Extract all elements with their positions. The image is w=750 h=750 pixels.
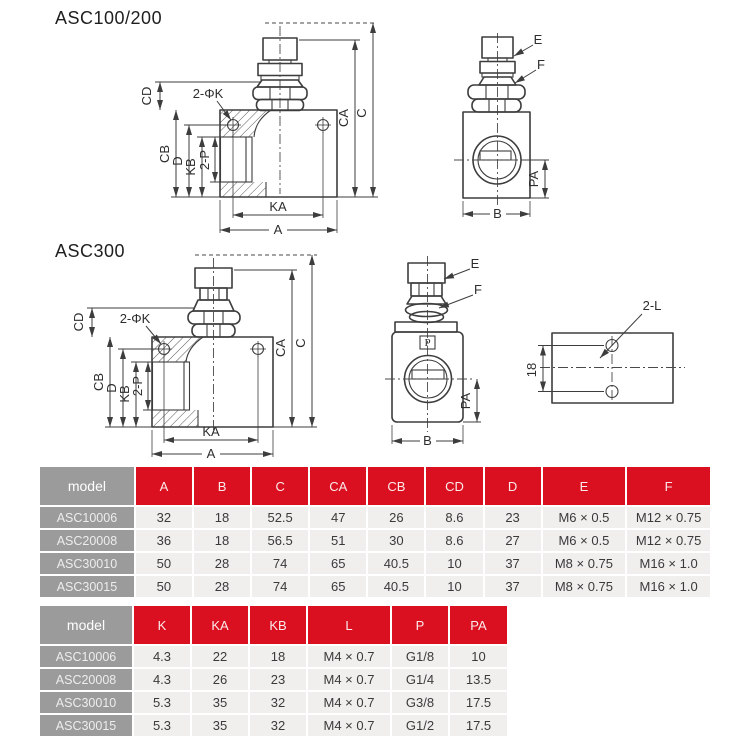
- column-header-A: A: [136, 467, 192, 505]
- value-cell: M4 × 0.7: [308, 669, 390, 690]
- table-row: [40, 576, 710, 597]
- mounting-plate-drawing: [524, 290, 710, 420]
- table-row: [40, 692, 507, 713]
- callout-label-f: F: [474, 282, 482, 297]
- value-cell: 5.3: [134, 715, 190, 736]
- value-cell: G3/8: [392, 692, 448, 713]
- value-cell: 40.5: [368, 553, 424, 574]
- model-cell: ASC30015: [40, 576, 134, 597]
- model-cell: ASC30010: [40, 553, 134, 574]
- value-cell: 52.5: [252, 507, 308, 528]
- asc300-front-view-drawing: [60, 248, 330, 463]
- dim-label-cd: CD: [71, 312, 86, 332]
- table-row: [40, 553, 710, 574]
- callout-label-e: E: [533, 32, 543, 47]
- value-cell: 10: [426, 553, 482, 574]
- dim-label-c: C: [293, 338, 308, 348]
- value-cell: 26: [192, 669, 248, 690]
- value-cell: 17.5: [450, 715, 507, 736]
- adjust-knob: [395, 263, 457, 332]
- dim-label-ka: KA: [269, 199, 287, 214]
- section-title-asc300: ASC300: [55, 241, 126, 261]
- value-cell: 8.6: [426, 530, 482, 551]
- dim-label-c: C: [354, 108, 369, 118]
- value-cell: M16 × 1.0: [627, 576, 710, 597]
- value-cell: 50: [136, 576, 192, 597]
- value-cell: 8.6: [426, 507, 482, 528]
- value-cell: 37: [485, 553, 541, 574]
- value-cell: 35: [192, 692, 248, 713]
- callout-label-2-phi-k: 2-ΦK: [119, 311, 151, 326]
- value-cell: 23: [485, 507, 541, 528]
- dim-label-18: 18: [524, 362, 539, 378]
- value-cell: 18: [250, 646, 306, 667]
- value-cell: 5.3: [134, 692, 190, 713]
- dim-label-cd: CD: [139, 86, 154, 106]
- value-cell: M4 × 0.7: [308, 646, 390, 667]
- value-cell: G1/8: [392, 646, 448, 667]
- asc300-side-view-drawing: [385, 250, 525, 455]
- column-header-PA: PA: [450, 606, 507, 644]
- value-cell: 28: [194, 576, 250, 597]
- value-cell: M6 × 0.5: [543, 530, 626, 551]
- column-header-CB: CB: [368, 467, 424, 505]
- dim-label-pa: PA: [526, 170, 541, 188]
- dim-label-2p: 2-P: [197, 149, 212, 171]
- dim-label-ca: CA: [336, 108, 351, 128]
- model-cell: ASC10006: [40, 646, 132, 667]
- table-row: [40, 669, 507, 690]
- value-cell: 32: [136, 507, 192, 528]
- dim-label-2p: 2-P: [130, 375, 145, 397]
- column-header-CA: CA: [310, 467, 366, 505]
- value-cell: 30: [368, 530, 424, 551]
- column-header-K: K: [134, 606, 190, 644]
- value-cell: 74: [252, 576, 308, 597]
- dim-label-b: B: [493, 206, 502, 221]
- adjust-knob: [188, 268, 240, 337]
- value-cell: 27: [485, 530, 541, 551]
- value-cell: M12 × 0.75: [627, 530, 710, 551]
- valve-body-section: [152, 337, 273, 427]
- header-row: [40, 606, 507, 644]
- value-cell: M6 × 0.5: [543, 507, 626, 528]
- value-cell: 74: [252, 553, 308, 574]
- value-cell: M8 × 0.75: [543, 576, 626, 597]
- value-cell: M12 × 0.75: [627, 507, 710, 528]
- dim-label-kb: KB: [183, 158, 198, 176]
- column-header-L: L: [308, 606, 390, 644]
- model-cell: ASC20008: [40, 530, 134, 551]
- asc100-200-front-view-drawing: [85, 20, 385, 242]
- value-cell: 10: [450, 646, 507, 667]
- column-header-C: C: [252, 467, 308, 505]
- dim-label-d: D: [170, 156, 185, 166]
- value-cell: 32: [250, 692, 306, 713]
- value-cell: G1/2: [392, 715, 448, 736]
- model-column-header: model: [40, 606, 132, 644]
- value-cell: 22: [192, 646, 248, 667]
- plate-outline: [552, 333, 673, 403]
- value-cell: M4 × 0.7: [308, 692, 390, 713]
- value-cell: 4.3: [134, 646, 190, 667]
- value-cell: G1/4: [392, 669, 448, 690]
- value-cell: 18: [194, 507, 250, 528]
- value-cell: M16 × 1.0: [627, 553, 710, 574]
- table-row: [40, 530, 710, 551]
- dim-label-kb: KB: [117, 385, 132, 403]
- value-cell: 56.5: [252, 530, 308, 551]
- value-cell: 35: [192, 715, 248, 736]
- dim-label-ca: CA: [273, 338, 288, 358]
- value-cell: 37: [485, 576, 541, 597]
- value-cell: M8 × 0.75: [543, 553, 626, 574]
- valve-body: [463, 112, 530, 198]
- spec-table-dimensions-1: [38, 465, 712, 599]
- column-header-D: D: [485, 467, 541, 505]
- dim-label-d: D: [104, 383, 119, 393]
- value-cell: M4 × 0.7: [308, 715, 390, 736]
- column-header-E: E: [543, 467, 626, 505]
- column-header-B: B: [194, 467, 250, 505]
- value-cell: 23: [250, 669, 306, 690]
- callout-label-e: E: [470, 256, 480, 271]
- value-cell: 40.5: [368, 576, 424, 597]
- callout-label-2-phi-k: 2-ΦK: [192, 86, 224, 101]
- dim-label-a: A: [273, 222, 283, 237]
- dim-label-a: A: [206, 446, 216, 461]
- model-cell: ASC10006: [40, 507, 134, 528]
- column-header-F: F: [627, 467, 710, 505]
- dim-label-pa: PA: [458, 392, 473, 410]
- port-marking-p: P: [424, 337, 431, 349]
- dim-label-b: B: [423, 433, 432, 448]
- value-cell: 18: [194, 530, 250, 551]
- value-cell: 17.5: [450, 692, 507, 713]
- callout-label-2l: 2-L: [642, 298, 662, 313]
- model-cell: ASC30015: [40, 715, 132, 736]
- section-title-asc100-200: ASC100/200: [55, 8, 163, 28]
- value-cell: 47: [310, 507, 366, 528]
- column-header-KB: KB: [250, 606, 306, 644]
- column-header-P: P: [392, 606, 448, 644]
- dim-label-ka: KA: [202, 424, 220, 439]
- value-cell: 28: [194, 553, 250, 574]
- value-cell: 4.3: [134, 669, 190, 690]
- header-row: [40, 467, 710, 505]
- spec-table-dimensions-2: [38, 604, 509, 738]
- table-row: [40, 507, 710, 528]
- value-cell: 10: [426, 576, 482, 597]
- column-header-CD: CD: [426, 467, 482, 505]
- callout-label-f: F: [537, 57, 545, 72]
- column-header-KA: KA: [192, 606, 248, 644]
- asc100-200-side-view-drawing: [412, 28, 562, 228]
- value-cell: 36: [136, 530, 192, 551]
- model-column-header: model: [40, 467, 134, 505]
- value-cell: 13.5: [450, 669, 507, 690]
- dim-label-cb: CB: [91, 372, 106, 392]
- adjust-knob: [468, 37, 525, 112]
- table-row: [40, 715, 507, 736]
- table-row: [40, 646, 507, 667]
- value-cell: 50: [136, 553, 192, 574]
- value-cell: 65: [310, 576, 366, 597]
- model-cell: ASC30010: [40, 692, 132, 713]
- value-cell: 26: [368, 507, 424, 528]
- value-cell: 65: [310, 553, 366, 574]
- value-cell: 32: [250, 715, 306, 736]
- model-cell: ASC20008: [40, 669, 132, 690]
- dim-label-cb: CB: [157, 144, 172, 164]
- value-cell: 51: [310, 530, 366, 551]
